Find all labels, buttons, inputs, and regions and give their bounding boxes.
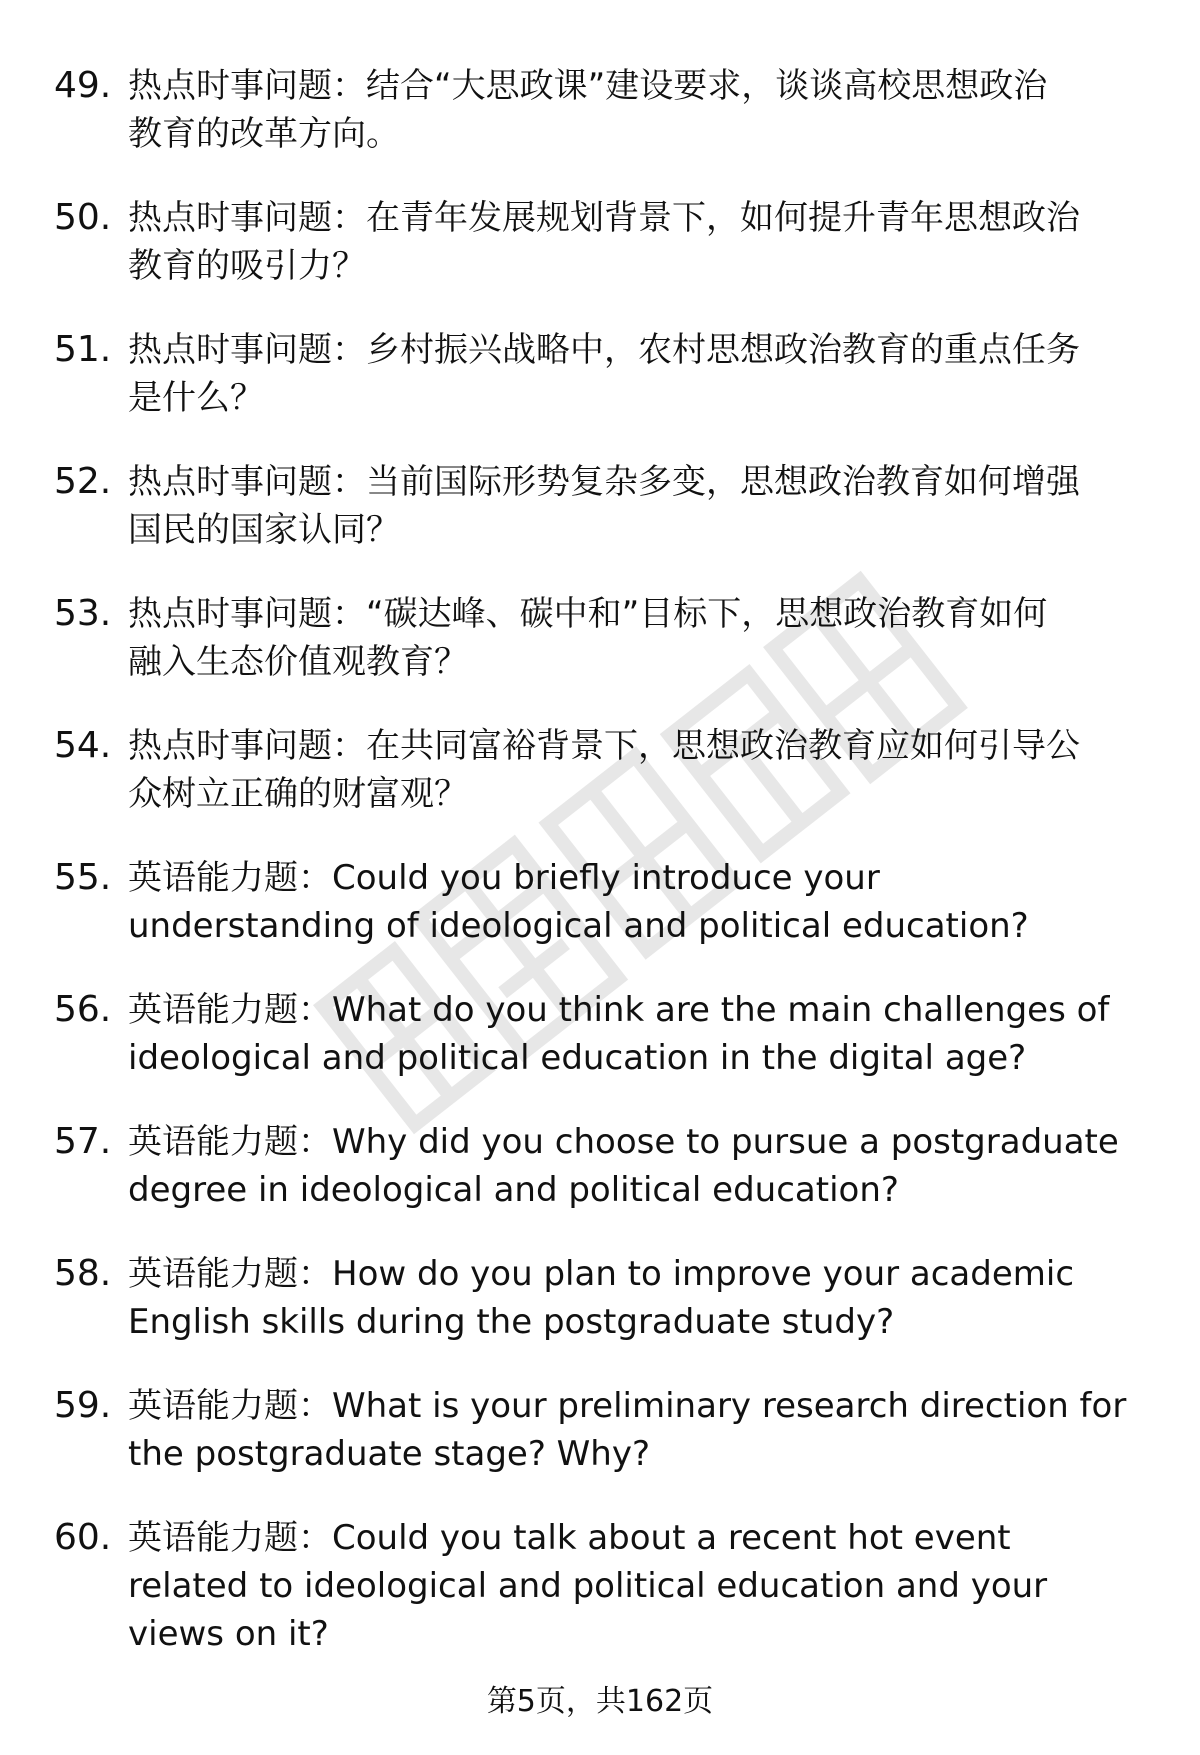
question-text	[128, 1250, 1148, 1346]
question-text-line: views on it?	[128, 1614, 329, 1654]
question-text-line: 英语能力题：What do you think are the main challenges of	[128, 990, 1110, 1030]
question-item	[0, 62, 1200, 194]
question-number: 60.	[54, 1517, 112, 1558]
question-text-line: 热点时事问题：在青年发展规划背景下，如何提升青年思想政治	[128, 198, 1080, 238]
question-item	[0, 1382, 1200, 1514]
question-number: 53.	[54, 593, 112, 634]
question-text-line: understanding of ideological and political education?	[128, 906, 1029, 946]
question-text	[128, 590, 1148, 686]
question-text	[128, 1118, 1148, 1214]
question-item	[0, 1250, 1200, 1382]
question-text-line: 热点时事问题：“碳达峰、碳中和”目标下，思想政治教育如何	[128, 594, 1048, 634]
question-text-line: degree in ideological and political education?	[128, 1170, 899, 1210]
question-text-line: 英语能力题：What is your preliminary research direction for	[128, 1386, 1127, 1426]
question-item	[0, 1514, 1200, 1654]
page-indicator: 第5页，共162页	[486, 1684, 714, 1719]
question-text	[128, 458, 1148, 554]
question-text-line: 热点时事问题：当前国际形势复杂多变，思想政治教育如何增强	[128, 462, 1080, 502]
question-text-line: related to ideological and political education and your	[128, 1566, 1048, 1606]
question-text-line: 教育的吸引力？	[128, 246, 366, 286]
question-text-line: English skills during the postgraduate study?	[128, 1302, 895, 1342]
question-text-line: 英语能力题：How do you plan to improve your academic	[128, 1254, 1075, 1294]
question-text-line: 融入生态价值观教育？	[128, 642, 468, 682]
question-text	[128, 1514, 1148, 1658]
question-item	[0, 326, 1200, 458]
question-text-line: 国民的国家认同？	[128, 510, 400, 550]
question-number: 58.	[54, 1253, 112, 1294]
question-text-line: 众树立正确的财富观？	[128, 774, 468, 814]
question-item	[0, 458, 1200, 590]
question-text-line: 热点时事问题：在共同富裕背景下，思想政治教育应如何引导公	[128, 726, 1080, 766]
question-number: 50.	[54, 197, 112, 238]
question-text-line: 热点时事问题：乡村振兴战略中，农村思想政治教育的重点任务	[128, 330, 1080, 370]
question-text	[128, 986, 1148, 1082]
question-text-line: ideological and political education in the digital age?	[128, 1038, 1027, 1078]
question-number: 54.	[54, 725, 112, 766]
question-number: 56.	[54, 989, 112, 1030]
question-text	[128, 854, 1148, 950]
question-text	[128, 62, 1148, 158]
question-number: 52.	[54, 461, 112, 502]
question-text-line: 热点时事问题：结合“大思政课”建设要求，谈谈高校思想政治	[128, 66, 1048, 106]
question-item	[0, 590, 1200, 722]
question-text-line: the postgraduate stage? Why?	[128, 1434, 651, 1474]
question-text-line: 是什么？	[128, 378, 264, 418]
question-number: 51.	[54, 329, 112, 370]
question-text	[128, 1382, 1148, 1478]
question-number: 59.	[54, 1385, 112, 1426]
question-item	[0, 194, 1200, 326]
question-item	[0, 986, 1200, 1118]
question-text-line: 英语能力题：Could you talk about a recent hot event	[128, 1518, 1011, 1558]
question-item	[0, 722, 1200, 854]
question-item	[0, 854, 1200, 986]
question-number: 55.	[54, 857, 112, 898]
question-text-line: 英语能力题：Why did you choose to pursue a postgraduate	[128, 1122, 1119, 1162]
question-number: 49.	[54, 65, 112, 106]
question-text	[128, 326, 1148, 422]
question-text	[128, 722, 1148, 818]
question-text	[128, 194, 1148, 290]
question-text-line: 教育的改革方向。	[128, 114, 400, 154]
question-item	[0, 1118, 1200, 1250]
question-text-line: 英语能力题：Could you briefly introduce your	[128, 858, 880, 898]
question-number: 57.	[54, 1121, 112, 1162]
question-list	[0, 62, 1200, 1654]
